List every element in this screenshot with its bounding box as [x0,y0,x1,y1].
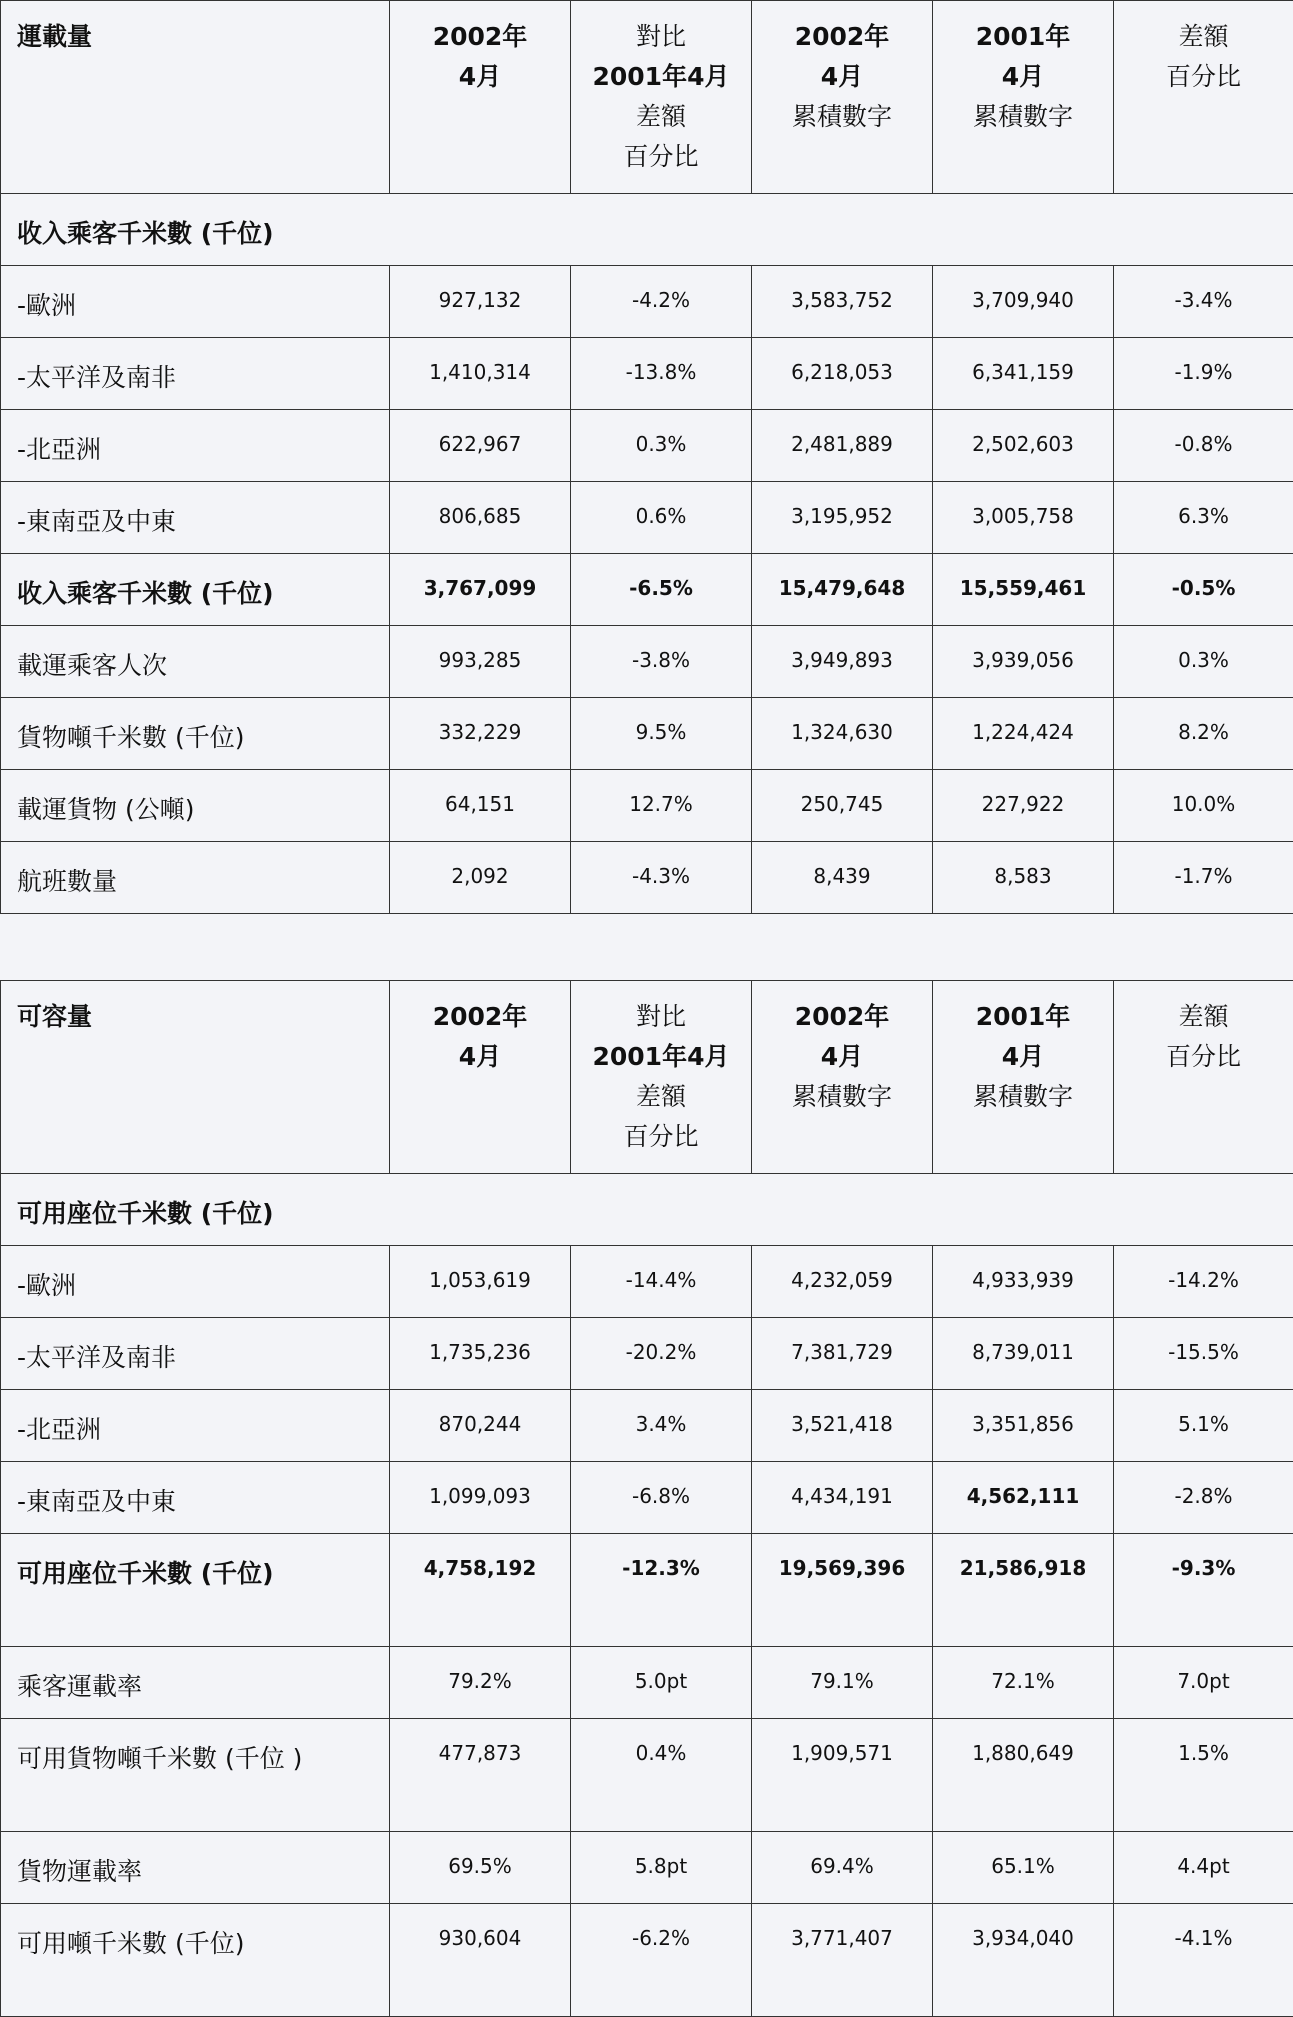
row-label: 可用座位千米數 (千位) [1,1534,390,1647]
cell-value: 15,559,461 [933,554,1114,626]
cell-value: 1,099,093 [390,1462,571,1534]
cell-value: 930,604 [390,1904,571,2017]
total-row [1,554,1293,626]
cell-value: 21,586,918 [933,1534,1114,1647]
cell-value: 3,934,040 [933,1904,1114,2017]
cell-value: 64,151 [390,770,571,842]
cell-value: -12.3% [571,1534,752,1647]
cell-value: 5.0pt [571,1647,752,1719]
table-row [1,626,1293,698]
cell-value: 19,569,396 [752,1534,933,1647]
cell-value: 0.3% [1114,626,1293,698]
section-title-row [1,194,1293,266]
table-row [1,482,1293,554]
cell-value: 5.8pt [571,1832,752,1904]
cell-value: 12.7% [571,770,752,842]
header-cell-vs-2001-diff: 對比 2001年4月 差額 百分比 [571,1,752,194]
table-row [1,698,1293,770]
cell-value: 1,053,619 [390,1246,571,1318]
cell-value: 250,745 [752,770,933,842]
cell-value: 8,739,011 [933,1318,1114,1390]
cell-value: 870,244 [390,1390,571,1462]
table-row [1,266,1293,338]
cell-value: -14.2% [1114,1246,1293,1318]
cell-value: 0.6% [571,482,752,554]
cell-value: -1.9% [1114,338,1293,410]
section-title: 可用座位千米數 (千位) [1,1174,1293,1246]
cell-value: 3.4% [571,1390,752,1462]
row-label: -東南亞及中東 [1,1462,390,1534]
cell-value: 10.0% [1114,770,1293,842]
row-label: -歐洲 [1,1246,390,1318]
cell-value: 4.4pt [1114,1832,1293,1904]
cell-value: 1,909,571 [752,1719,933,1832]
cell-value: 332,229 [390,698,571,770]
row-label: 乘客運載率 [1,1647,390,1719]
cell-value: 6,341,159 [933,338,1114,410]
cell-value: 2,092 [390,842,571,914]
header-cell-2001-cumulative: 2001年 4月 累積數字 [933,1,1114,194]
total-row [1,1534,1293,1647]
cell-value: -14.4% [571,1246,752,1318]
row-label: 載運乘客人次 [1,626,390,698]
row-label: -北亞洲 [1,1390,390,1462]
cell-value: 227,922 [933,770,1114,842]
cell-value: 0.3% [571,410,752,482]
cell-value: 69.4% [752,1832,933,1904]
table-row [1,770,1293,842]
table-header-row [1,1,1293,194]
cell-value: 4,933,939 [933,1246,1114,1318]
cell-value: -4.2% [571,266,752,338]
cell-value: 806,685 [390,482,571,554]
table-spacer [0,914,1293,980]
row-label: 貨物運載率 [1,1832,390,1904]
cell-value: 3,709,940 [933,266,1114,338]
cell-value: 993,285 [390,626,571,698]
cell-value: 79.1% [752,1647,933,1719]
cell-value: -15.5% [1114,1318,1293,1390]
cell-value: 4,758,192 [390,1534,571,1647]
cell-value: 4,434,191 [752,1462,933,1534]
section-title: 收入乘客千米數 (千位) [1,194,1293,266]
cell-value: 1,324,630 [752,698,933,770]
table-row [1,1832,1293,1904]
cell-value: 65.1% [933,1832,1114,1904]
cell-value: -6.5% [571,554,752,626]
row-label: 可用噸千米數 (千位) [1,1904,390,2017]
cell-value: 1,880,649 [933,1719,1114,1832]
header-cell-2002-month: 2002年 4月 [390,981,571,1174]
header-cell-2002-cumulative: 2002年 4月 累積數字 [752,981,933,1174]
cell-value: 9.5% [571,698,752,770]
table-row [1,1462,1293,1534]
cell-value: 6.3% [1114,482,1293,554]
header-cell-diff-percent: 差額 百分比 [1114,981,1293,1174]
cell-value: 4,562,111 [933,1462,1114,1534]
header-cell-vs-2001-diff: 對比 2001年4月 差額 百分比 [571,981,752,1174]
cell-value: 72.1% [933,1647,1114,1719]
traffic-table [0,0,1293,914]
row-label: 航班數量 [1,842,390,914]
cell-value: -9.3% [1114,1534,1293,1647]
cell-value: -20.2% [571,1318,752,1390]
cell-value: 477,873 [390,1719,571,1832]
cell-value: 8,583 [933,842,1114,914]
cell-value: 3,005,758 [933,482,1114,554]
header-cell-2001-cumulative: 2001年 4月 累積數字 [933,981,1114,1174]
cell-value: 7,381,729 [752,1318,933,1390]
cell-value: -1.7% [1114,842,1293,914]
cell-value: 69.5% [390,1832,571,1904]
cell-value: 1,410,314 [390,338,571,410]
cell-value: 0.4% [571,1719,752,1832]
cell-value: -3.4% [1114,266,1293,338]
cell-value: -0.5% [1114,554,1293,626]
header-cell-2002-month: 2002年 4月 [390,1,571,194]
table-row [1,1719,1293,1832]
cell-value: 1,735,236 [390,1318,571,1390]
table-row [1,1318,1293,1390]
cell-value: 15,479,648 [752,554,933,626]
row-label: -太平洋及南非 [1,1318,390,1390]
cell-value: 3,195,952 [752,482,933,554]
cell-value: 2,481,889 [752,410,933,482]
table-row [1,410,1293,482]
cell-value: 3,351,856 [933,1390,1114,1462]
header-cell-label: 可容量 [1,981,390,1174]
row-label: 貨物噸千米數 (千位) [1,698,390,770]
cell-value: 6,218,053 [752,338,933,410]
cell-value: 8.2% [1114,698,1293,770]
cell-value: 5.1% [1114,1390,1293,1462]
section-title-row [1,1174,1293,1246]
table-row [1,1904,1293,2017]
header-cell-diff-percent: 差額 百分比 [1114,1,1293,194]
cell-value: 7.0pt [1114,1647,1293,1719]
table-row [1,338,1293,410]
table-row [1,1647,1293,1719]
cell-value: -6.2% [571,1904,752,2017]
cell-value: -3.8% [571,626,752,698]
table-header-row [1,981,1293,1174]
row-label: 可用貨物噸千米數 (千位 ) [1,1719,390,1832]
header-cell-2002-cumulative: 2002年 4月 累積數字 [752,1,933,194]
table-row [1,1390,1293,1462]
cell-value: -4.1% [1114,1904,1293,2017]
row-label: -歐洲 [1,266,390,338]
cell-value: 3,767,099 [390,554,571,626]
cell-value: 8,439 [752,842,933,914]
cell-value: 79.2% [390,1647,571,1719]
row-label: -北亞洲 [1,410,390,482]
cell-value: 3,583,752 [752,266,933,338]
cell-value: 622,967 [390,410,571,482]
cell-value: 3,949,893 [752,626,933,698]
cell-value: -6.8% [571,1462,752,1534]
cell-value: 3,521,418 [752,1390,933,1462]
row-label: 收入乘客千米數 (千位) [1,554,390,626]
header-cell-label: 運載量 [1,1,390,194]
row-label: -太平洋及南非 [1,338,390,410]
cell-value: -0.8% [1114,410,1293,482]
row-label: -東南亞及中東 [1,482,390,554]
cell-value: 4,232,059 [752,1246,933,1318]
table-row [1,842,1293,914]
cell-value: 1,224,424 [933,698,1114,770]
cell-value: -4.3% [571,842,752,914]
cell-value: 927,132 [390,266,571,338]
capacity-table [0,980,1293,2017]
cell-value: 1.5% [1114,1719,1293,1832]
table-row [1,1246,1293,1318]
row-label: 載運貨物 (公噸) [1,770,390,842]
cell-value: 3,771,407 [752,1904,933,2017]
cell-value: 3,939,056 [933,626,1114,698]
cell-value: -2.8% [1114,1462,1293,1534]
cell-value: 2,502,603 [933,410,1114,482]
cell-value: -13.8% [571,338,752,410]
